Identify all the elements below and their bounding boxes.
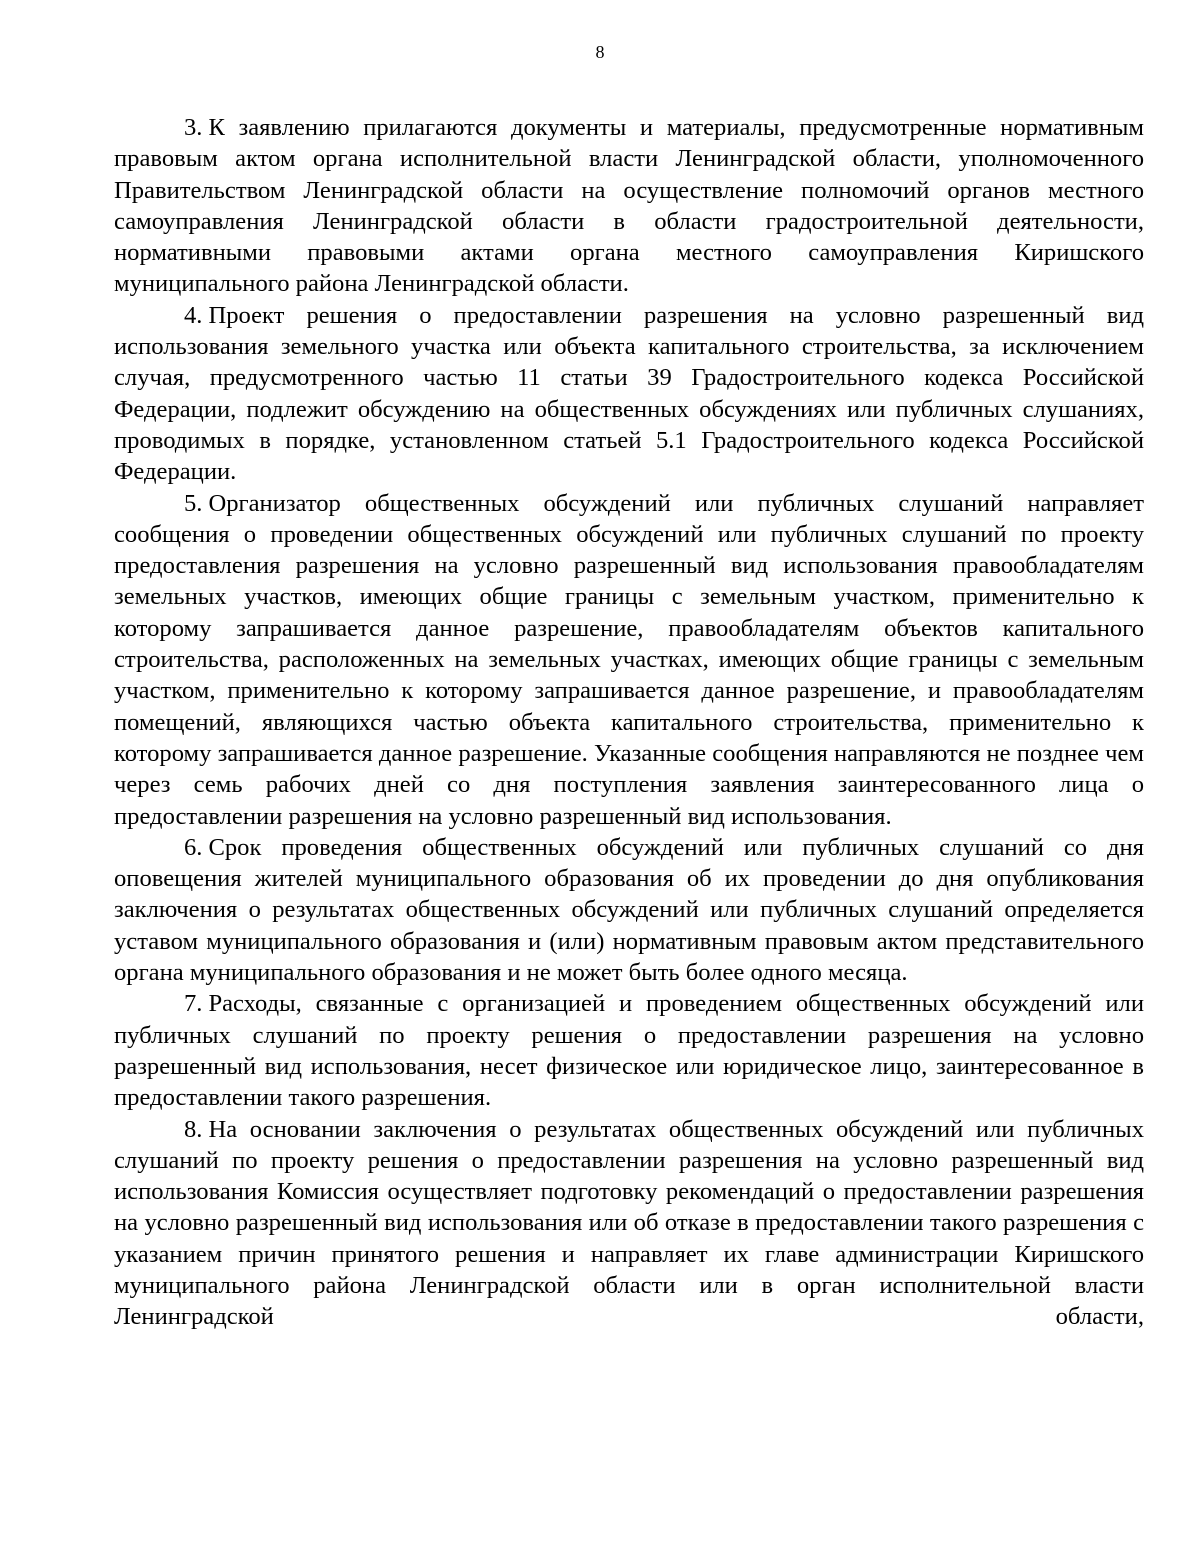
- paragraph-number: 8.: [184, 1115, 203, 1143]
- page-number: 8: [595, 42, 605, 62]
- paragraph-text: Расходы, связанные с организацией и проведением общественных обсуждений или публичных слушаний по проекту решения о предоставлении разрешения на условно разрешенный вид использования, несет физическое или юридическое лицо, заинтересованное в предоставлении такого разрешения.: [114, 990, 1144, 1112]
- paragraph-number: 7.: [184, 990, 203, 1018]
- paragraph-text: Проект решения о предоставлении разрешения на условно разрешенный вид использования земельного участка или объекта капитального строительства, за исключением случая, предусмотренного частью 11 статьи 39 Градостроительного кодекса Российской Федерации, подлежит обсуждению на общественных обсуждениях или публичных слушаниях, проводимых в порядке, установленном статьей 5.1 Градостроительного кодекса Российской Федерации.: [114, 301, 1144, 486]
- paragraph-number: 6.: [184, 833, 203, 861]
- paragraph-4: [114, 300, 1144, 488]
- paragraph-6: [114, 832, 1144, 988]
- paragraph-number: 5.: [184, 489, 203, 517]
- paragraph-text: На основании заключения о результатах общественных обсуждений или публичных слушаний по проекту решения о предоставлении разрешения на условно разрешенный вид использования Комиссия осуществляет подготовку рекомендаций о предоставлении разрешения на условно разрешенный вид использования или об отказе в предоставлении такого разрешения с указанием причин принятого решения и направляет их главе администрации Киришского муниципального района Ленинградской области или в орган исполнительной власти Ленинградской области,: [114, 1115, 1144, 1331]
- paragraph-text: Срок проведения общественных обсуждений или публичных слушаний со дня оповещения жителей муниципального образования об их проведении до дня опубликования заключения о результатах общественных обсуждений или публичных слушаний определяется уставом муниципального образования и (или) нормативным правовым актом представительного органа муниципального образования и не может быть более одного месяца.: [114, 833, 1144, 987]
- paragraph-text: К заявлению прилагаются документы и материалы, предусмотренные нормативным правовым актом органа исполнительной власти Ленинградской области, уполномоченного Правительством Ленинградской области на осуществление полномочий органов местного самоуправления Ленинградской области в области градостроительной деятельности, нормативными правовыми актами органа местного самоуправления Киришского муниципального района Ленинградской области.: [114, 114, 1144, 298]
- document-body: [114, 112, 1144, 1333]
- paragraph-8: [114, 1114, 1144, 1333]
- paragraph-number: 3.: [184, 114, 203, 141]
- paragraph-number: 4.: [184, 301, 203, 329]
- paragraph-text: Организатор общественных обсуждений или публичных слушаний направляет сообщения о проведении общественных обсуждений или публичных слушаний по проекту предоставления разрешения на условно разрешенный вид использования правообладателям земельных участков, имеющих общие границы с земельным участком, применительно к которому запрашивается данное разрешение, правообладателям объектов капитального строительства, расположенных на земельных участках, имеющих общие границы с земельным участком, применительно к которому запрашивается данное разрешение, и правообладателям помещений, являющихся частью объекта капитального строительства, применительно к которому запрашивается данное разрешение. Указанные сообщения направляются не позднее чем через семь рабочих дней со дня поступления заявления заинтересованного лица о предоставлении разрешения на условно разрешенный вид использования.: [114, 489, 1144, 830]
- paragraph-3: [114, 112, 1144, 300]
- paragraph-7: [114, 988, 1144, 1113]
- paragraph-5: [114, 488, 1144, 832]
